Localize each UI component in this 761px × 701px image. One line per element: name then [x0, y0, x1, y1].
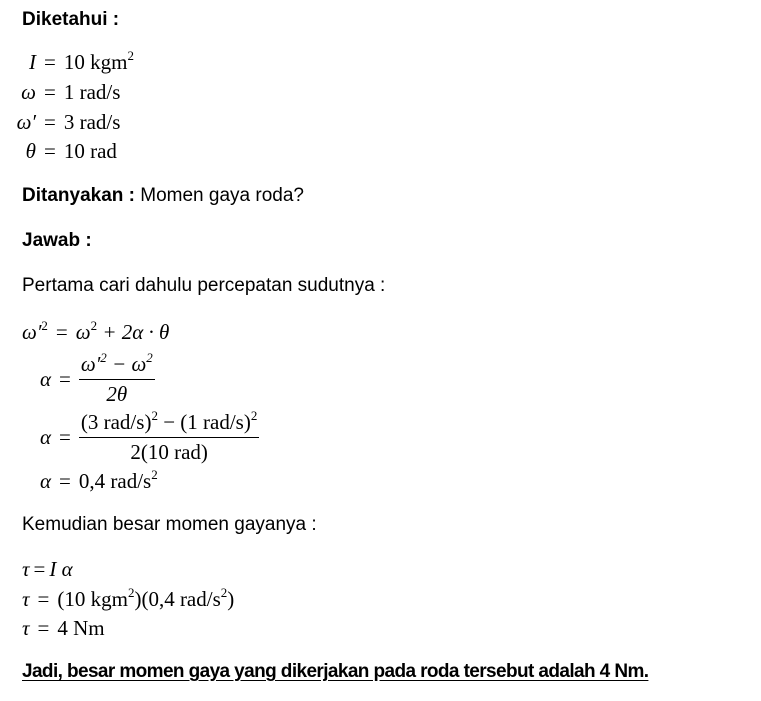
eq6-lhs: τ — [22, 587, 30, 611]
eq5-lhs: τ — [22, 557, 30, 581]
exponent: 2 — [90, 318, 98, 333]
eq6-rhs-b: )(0,4 rad/s — [134, 587, 221, 611]
num-term-b: − ω — [106, 352, 147, 376]
value-omega: 1 rad/s — [63, 80, 121, 104]
var-omega-prime: ω′ — [16, 110, 36, 134]
value-theta: 10 rad — [63, 139, 117, 163]
eq2-lhs: α — [40, 367, 52, 391]
equals-sign: = — [37, 616, 50, 640]
exponent: 2 — [151, 408, 158, 423]
denominator: 2θ — [79, 379, 155, 407]
var-inertia: I — [29, 50, 36, 74]
given-omega-prime: ω′ = 3 rad/s — [0, 110, 120, 135]
given-omega: ω = 1 rad/s — [0, 80, 120, 105]
equals-sign: = — [33, 557, 46, 581]
answer-heading: Jawab : — [22, 230, 92, 251]
equation-torque-result — [22, 616, 105, 641]
asked-line — [22, 185, 304, 207]
eq1-lhs: ω′ — [22, 320, 42, 344]
eq3-lhs: α — [40, 425, 52, 449]
equals-sign: = — [37, 587, 50, 611]
exponent: 2 — [151, 467, 158, 482]
exponent: 2 — [220, 585, 228, 600]
exponent: 2 — [41, 318, 48, 333]
answer-intro: Pertama cari dahulu percepatan sudutnya : — [22, 275, 386, 296]
torque-intro: Kemudian besar momen gayanya : — [22, 514, 317, 535]
eq1-rhs-b: + 2α · θ — [97, 320, 170, 344]
equals-sign: = — [59, 469, 71, 493]
fraction — [79, 352, 155, 407]
equation-alpha-substitution — [40, 410, 259, 465]
equation-alpha-formula — [40, 352, 155, 407]
equation-torque-substitution — [22, 587, 234, 612]
equals-sign: = — [59, 367, 71, 391]
var-omega: ω — [21, 80, 36, 104]
asked-text: Momen gaya roda? — [134, 185, 304, 206]
num-term-a: ω′ — [80, 352, 101, 376]
num-term-b: − (1 rad/s) — [157, 410, 251, 434]
given-inertia: I = 10 kgm$^2$ — [0, 50, 134, 75]
exponent: 2 — [127, 585, 135, 600]
equation-alpha-result — [40, 469, 158, 494]
eq5-rhs: I α — [49, 557, 73, 581]
equation-torque-formula — [22, 557, 73, 582]
eq1-rhs-a: ω — [75, 320, 91, 344]
conclusion: Jadi, besar momen gaya yang dikerjakan pada roda tersebut adalah 4 Nm. — [22, 661, 649, 682]
equals-sign: = — [55, 320, 68, 344]
eq6-rhs-a: (10 kgm — [57, 587, 128, 611]
given-theta: θ = 10 rad — [0, 139, 117, 164]
denominator: 2(10 rad) — [79, 437, 259, 465]
exponent: 2 — [146, 350, 153, 365]
known-heading: Diketahui : — [22, 9, 120, 30]
eq6-rhs-c: ) — [227, 587, 235, 611]
equals-sign: = — [59, 425, 71, 449]
var-theta: θ — [25, 139, 36, 163]
numerator — [79, 410, 259, 437]
eq7-lhs: τ — [22, 616, 30, 640]
asked-label: Ditanyakan : — [22, 185, 135, 206]
equation-kinematic — [22, 320, 169, 345]
eq4-lhs: α — [40, 469, 52, 493]
eq4-rhs: 0,4 rad/s — [78, 469, 152, 493]
value-omega-prime: 3 rad/s — [63, 110, 121, 134]
eq7-rhs: 4 Nm — [57, 616, 105, 640]
exponent: 2 — [100, 350, 107, 365]
numerator — [79, 352, 155, 379]
num-term-a: (3 rad/s) — [80, 410, 152, 434]
value-inertia: 10 kgm — [63, 50, 128, 74]
exponent: 2 — [250, 408, 258, 423]
exponent: 2 — [127, 48, 134, 63]
fraction — [79, 410, 259, 465]
